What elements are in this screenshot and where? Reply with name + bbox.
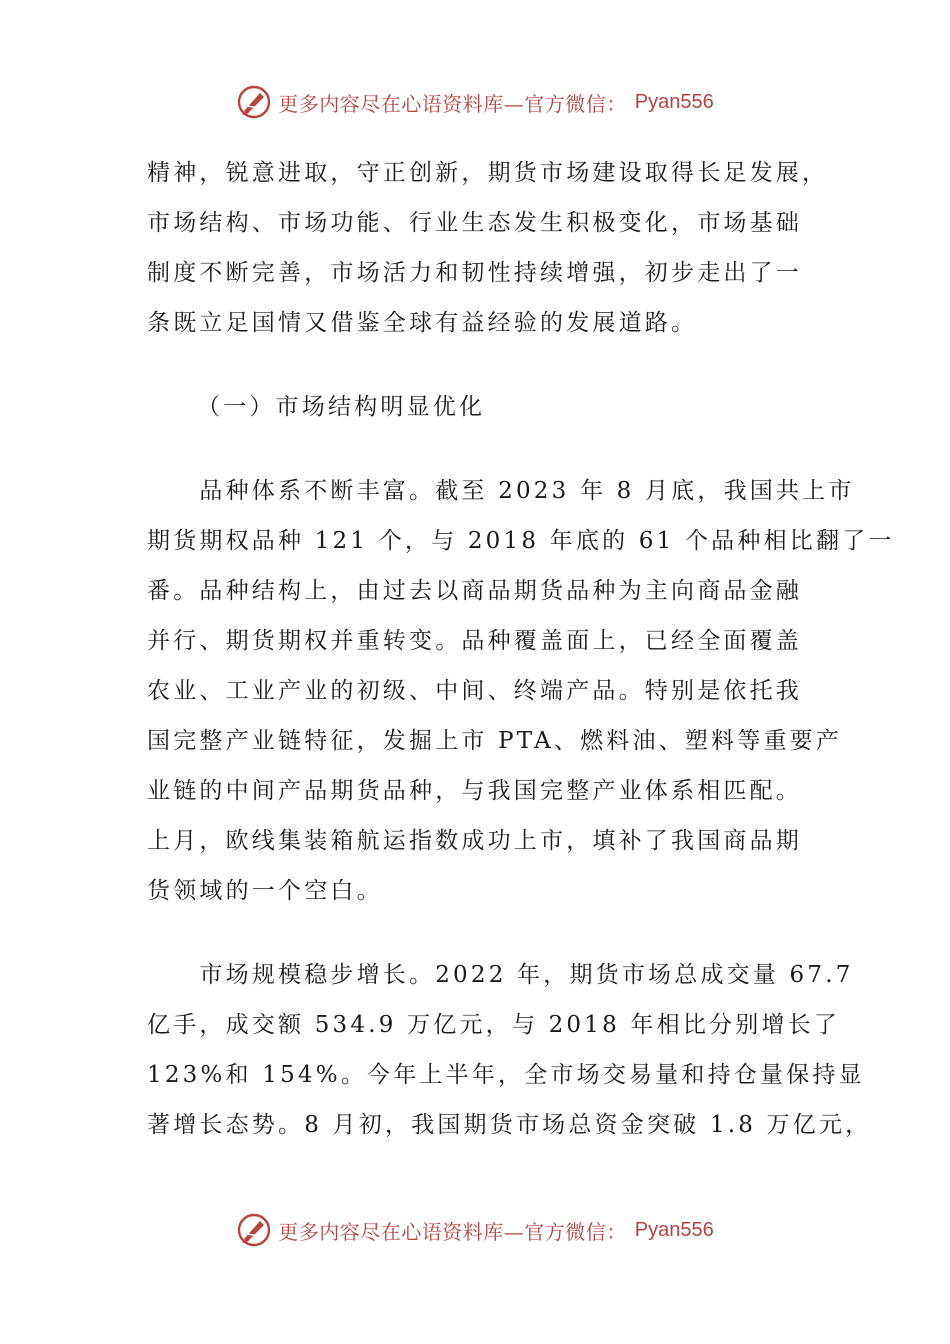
text-line: 并行、期货期权并重转变。品种覆盖面上，已经全面覆盖 (147, 628, 802, 654)
watermark-header (0, 82, 950, 122)
paragraph-1 (147, 148, 829, 348)
text-line: 亿手，成交额 534.9 万亿元，与 2018 年相比分别增长了 (147, 1012, 841, 1038)
paragraph-2 (147, 466, 895, 916)
text-line: 品种体系不断丰富。截至 2023 年 8 月底，我国共上市 (147, 478, 855, 504)
watermark-text: 更多内容尽在心语资料库—官方微信： (278, 91, 627, 116)
text-line: 期货期权品种 121 个，与 2018 年底的 61 个品种相比翻了一 (147, 528, 895, 554)
watermark-text: 更多内容尽在心语资料库—官方微信： (278, 1219, 627, 1244)
text-line: 业链的中间产品期货品种，与我国完整产业体系相匹配。 (147, 778, 802, 804)
text-line: 货领域的一个空白。 (147, 878, 383, 904)
text-line: 上月，欧线集装箱航运指数成功上市，填补了我国商品期 (147, 828, 802, 854)
section-heading: （一）市场结构明显优化 (197, 394, 486, 420)
text-line: 著增长态势。8 月初，我国期货市场总资金突破 1.8 万亿元， (147, 1112, 872, 1138)
text-line: 市场规模稳步增长。2022 年，期货市场总成交量 67.7 (147, 962, 854, 988)
text-line: 精神，锐意进取，守正创新，期货市场建设取得长足发展， (147, 160, 829, 186)
text-line: 番。品种结构上，由过去以商品期货品种为主向商品金融 (147, 578, 802, 604)
paragraph-3 (147, 950, 872, 1150)
text-line: 国完整产业链特征，发掘上市 PTA、燃料油、塑料等重要产 (147, 728, 843, 754)
text-line: 农业、工业产业的初级、中间、终端产品。特别是依托我 (147, 678, 802, 704)
document-body (147, 148, 895, 1150)
watermark-wechat-id: Pyan556 (634, 90, 714, 113)
text-line: 123%和 154%。今年上半年，全市场交易量和持仓量保持显 (147, 1062, 865, 1088)
pen-logo-icon (236, 1212, 272, 1248)
text-line: 市场结构、市场功能、行业生态发生积极变化，市场基础 (147, 210, 802, 236)
text-line: 条既立足国情又借鉴全球有益经验的发展道路。 (147, 310, 698, 336)
watermark-footer (0, 1210, 950, 1250)
watermark-wechat-id: Pyan556 (634, 1218, 714, 1241)
pen-logo-icon (236, 84, 272, 120)
text-line: 制度不断完善，市场活力和韧性持续增强，初步走出了一 (147, 260, 802, 286)
